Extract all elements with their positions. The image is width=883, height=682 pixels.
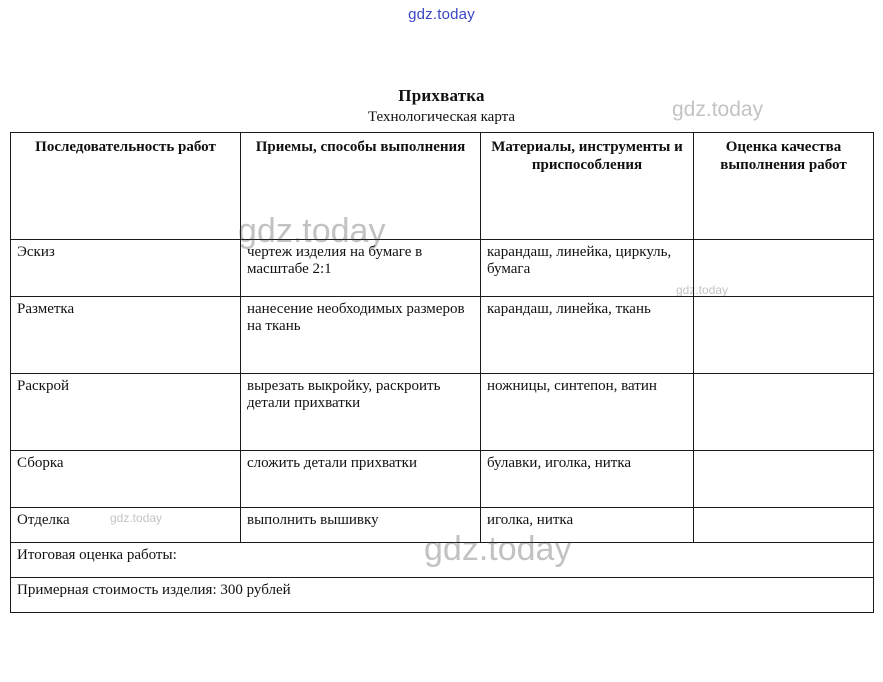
page-subtitle: Технологическая карта (367, 109, 516, 125)
cell-method: чертеж изделия на бумаге в масштабе 2:1 (241, 240, 481, 297)
cell-final-grade: Итоговая оценка работы: (11, 543, 874, 578)
column-header-methods: Приемы, способы выполнения (241, 133, 481, 240)
cell-materials: булавки, иголка, нитка (481, 451, 694, 508)
cell-step: Сборка (11, 451, 241, 508)
table-header-row (11, 133, 874, 240)
cell-step: Раскрой (11, 374, 241, 451)
cell-method: нанесение необходимых размеров на ткань (241, 297, 481, 374)
cell-method: выполнить вышивку (241, 508, 481, 543)
cell-quality (694, 297, 874, 374)
cell-method: сложить детали прихватки (241, 451, 481, 508)
cell-quality (694, 240, 874, 297)
cell-quality (694, 374, 874, 451)
watermark-text: gdz.today (238, 212, 386, 250)
column-header-sequence: Последовательность работ (11, 133, 241, 240)
watermark-text: gdz.today (110, 511, 163, 525)
cell-materials: карандаш, линейка, циркуль, бумага (481, 240, 694, 297)
watermark-text: gdz.today (672, 98, 764, 121)
table-footer-row (11, 578, 874, 613)
cell-step: Отделка (11, 508, 241, 543)
watermark-text: gdz.today (676, 283, 729, 297)
column-header-materials: Материалы, инструменты и приспособления (481, 133, 694, 240)
top-watermark-link[interactable]: gdz.today (408, 6, 475, 23)
table-row (11, 297, 874, 374)
table-row (11, 451, 874, 508)
cell-step: Разметка (11, 297, 241, 374)
technology-card-table (10, 132, 874, 613)
table-row (11, 374, 874, 451)
cell-step: Эскиз (11, 240, 241, 297)
cell-quality (694, 508, 874, 543)
cell-materials: ножницы, синтепон, ватин (481, 374, 694, 451)
page-title: Прихватка (398, 86, 485, 105)
cell-materials: карандаш, линейка, ткань (481, 297, 694, 374)
cell-quality (694, 451, 874, 508)
watermark-text: gdz.today (424, 530, 572, 568)
cell-estimated-cost: Примерная стоимость изделия: 300 рублей (11, 578, 874, 613)
technology-card-document (10, 86, 873, 613)
cell-materials: иголка, нитка (481, 508, 694, 543)
table-row (11, 240, 874, 297)
cell-method: вырезать выкройку, раскроить детали прихватки (241, 374, 481, 451)
column-header-quality: Оценка качества выполнения работ (694, 133, 874, 240)
table-row (11, 508, 874, 543)
table-footer-row (11, 543, 874, 578)
